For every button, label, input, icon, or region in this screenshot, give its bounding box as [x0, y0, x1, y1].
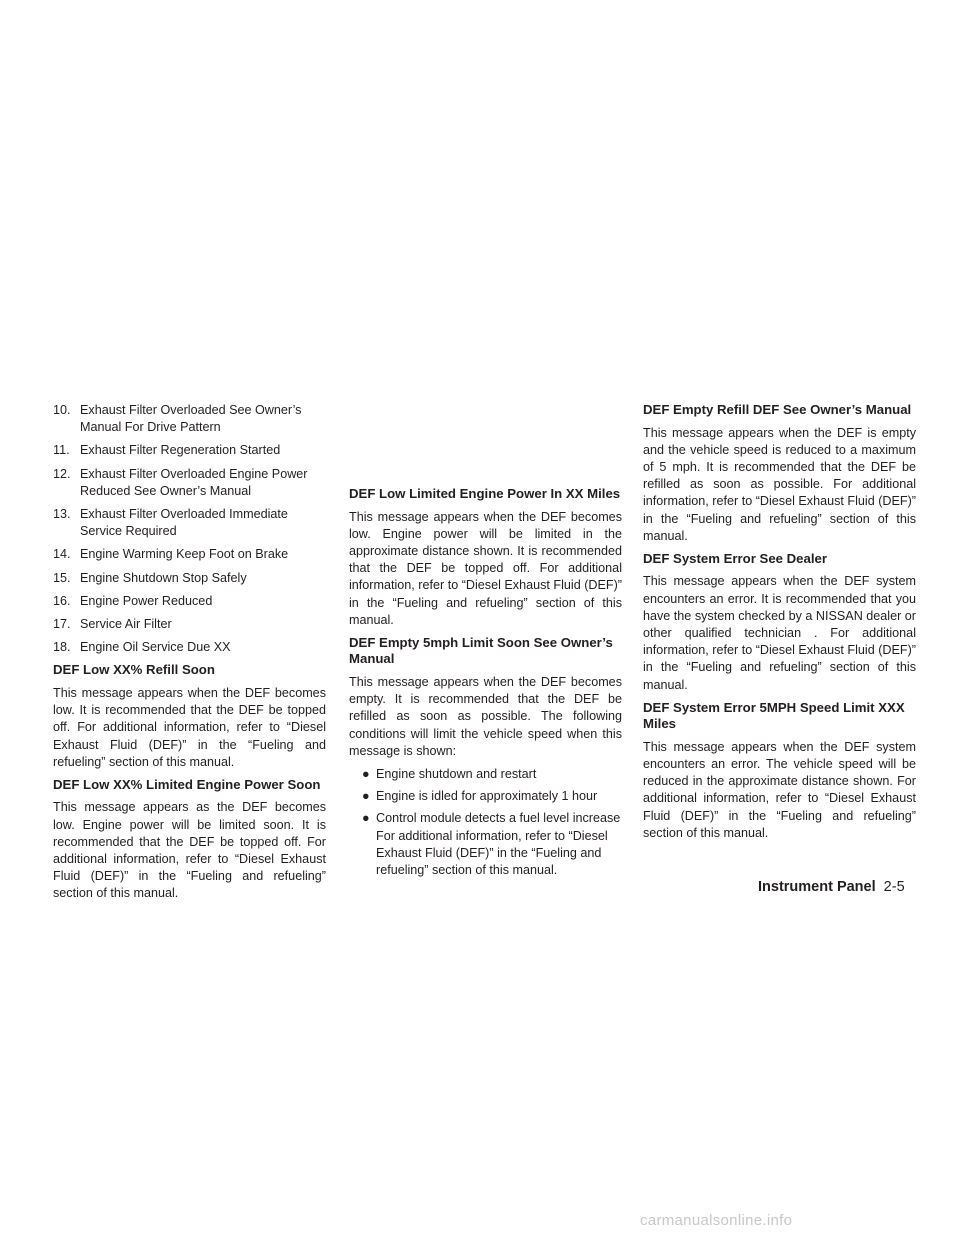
list-item — [53, 546, 326, 563]
def-system-error-speed-heading: DEF System Error 5MPH Speed Limit XXX Miles — [643, 699, 905, 732]
def-low-limited-soon-body: This message appears as the DEF becomes low. Engine power will be limited soon. It is recommended that the DEF be topped off. For additional information, refer to “Diesel Exhaust Fluid (DEF)” in the “Fueling and refueling” section of this manual. — [53, 800, 326, 901]
condition-bullet-list — [349, 766, 622, 879]
list-item-number: 13. — [53, 507, 71, 522]
list-item-number: 12. — [53, 466, 71, 481]
def-low-refill-body: This message appears when the DEF becomes low. It is recommended that the DEF be topped off. For additional information, refer to “Diesel Exhaust Fluid (DEF)” in the “Fueling and refueling” section of this manual. — [53, 685, 326, 769]
list-item-number: 11. — [53, 443, 70, 458]
watermark: carmanualsonline.info — [640, 1212, 793, 1229]
list-item-text: Service Air Filter — [80, 617, 172, 632]
def-low-limited-miles-body: This message appears when the DEF becomes low. Engine power will be limited in the approximate distance shown. It is recommended that the DEF be topped off. For additional information, refer to “Diesel Exhaust Fluid (DEF)” in the “Fueling and refueling” section of this manual. — [349, 509, 622, 627]
def-empty-5mph-heading: DEF Empty 5mph Limit Soon See Owner’s Manual — [349, 634, 613, 667]
bullet-icon: ● — [362, 766, 370, 781]
column-left — [53, 402, 326, 909]
page-footer — [758, 878, 918, 896]
list-item-text: Exhaust Filter Overloaded Engine Power Reduced See Owner’s Manual — [80, 466, 308, 498]
def-low-refill-heading: DEF Low XX% Refill Soon — [53, 662, 215, 678]
list-item-text: Engine Power Reduced — [80, 593, 213, 608]
list-item — [53, 570, 326, 587]
list-item — [53, 402, 326, 436]
list-item-text: Exhaust Filter Overloaded See Owner’s Manual For Drive Pattern — [80, 403, 302, 435]
def-low-limited-soon-heading: DEF Low XX% Limited Engine Power Soon — [53, 776, 321, 792]
list-item-number: 17. — [53, 617, 71, 632]
list-item-text: Engine Shutdown Stop Safely — [80, 570, 247, 585]
def-system-error-heading: DEF System Error See Dealer — [643, 550, 827, 566]
bullet-text: Engine shutdown and restart — [376, 766, 537, 781]
def-empty-refill-heading: DEF Empty Refill DEF See Owner’s Manual — [643, 402, 912, 417]
list-item-text: Engine Warming Keep Foot on Brake — [80, 547, 289, 562]
list-item-number: 18. — [53, 640, 71, 655]
list-item — [53, 506, 326, 540]
list-item-text: Engine Oil Service Due XX — [80, 640, 231, 655]
list-item-number: 15. — [53, 570, 71, 585]
list-item-number: 10. — [53, 403, 71, 417]
list-item — [53, 466, 326, 500]
list-item-text: Exhaust Filter Overloaded Immediate Service Required — [80, 507, 288, 539]
list-item — [53, 442, 326, 459]
def-low-limited-miles-heading: DEF Low Limited Engine Power In XX Miles — [349, 486, 621, 501]
page-number: 2-5 — [883, 879, 905, 895]
bullet-icon: ● — [362, 811, 370, 826]
bullet-text: Engine is idled for approximately 1 hour — [376, 789, 598, 804]
list-item-number: 14. — [53, 547, 71, 562]
bullet-list-item — [349, 766, 622, 783]
bullet-icon: ● — [362, 789, 370, 804]
list-item — [53, 593, 326, 610]
list-item — [53, 616, 326, 633]
warning-message-list — [53, 402, 326, 656]
list-item-text: Exhaust Filter Regeneration Started — [80, 443, 281, 458]
def-empty-5mph-body: This message appears when the DEF becomes empty. It is recommended that the DEF be refilled as soon as possible. The following conditions will limit the vehicle speed when this message is shown: — [349, 674, 622, 758]
def-system-error-body: This message appears when the DEF system encounters an error. It is recommended that you have the system checked by a NISSAN dealer or other qualified technician . For additional information, refer to “Diesel Exhaust Fluid (DEF)” in the “Fueling and refueling” section of this manual. — [643, 574, 916, 692]
bullet-text: Control module detects a fuel level increase For additional information, refer to “Diesel Exhaust Fluid (DEF)” in the “Fueling and refueling” section of this manual. — [376, 811, 621, 877]
footer-section-title: Instrument Panel — [758, 879, 876, 895]
column-right — [643, 402, 916, 848]
list-item-number: 16. — [53, 593, 71, 608]
def-system-error-speed-body: This message appears when the DEF system encounters an error. The vehicle speed will be reduced in the approximate distance shown. For additional information, refer to “Diesel Exhaust Fluid (DEF)” in the “Fueling and refueling” section of this manual. — [643, 739, 916, 840]
column-middle — [349, 402, 622, 884]
list-item — [53, 639, 326, 656]
bullet-list-item — [349, 810, 622, 879]
def-empty-refill-body: This message appears when the DEF is empty and the vehicle speed is reduced to a maximum of 5 mph. It is recommended that the DEF be refilled as soon as possible. For additional information, refer to “Diesel Exhaust Fluid (DEF)” in the “Fueling and refueling” section of this manual. — [643, 425, 916, 543]
bullet-list-item — [349, 788, 622, 805]
